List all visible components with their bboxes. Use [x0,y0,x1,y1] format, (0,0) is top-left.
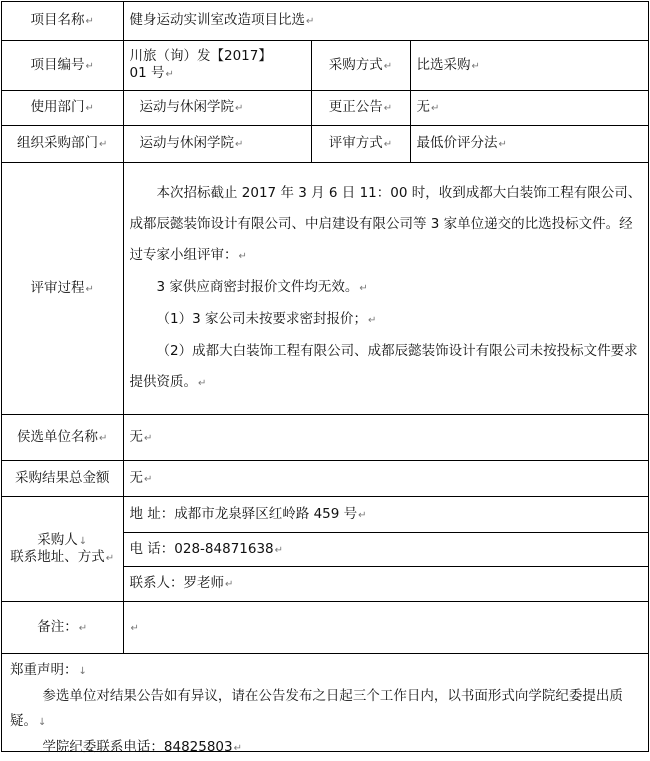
statement-block [2,654,648,761]
row-project-name [2,2,648,40]
project-no-label: 项目编号↵ [2,40,123,90]
review-method-label: 评审方式↵ [311,125,410,162]
candidate-label: 侯选单位名称↵ [2,414,123,460]
remark-value: ↵ [123,601,648,653]
project-name-label: 项目名称↵ [2,2,123,40]
buyer-contact: 联系人：罗老师↵ [123,566,648,601]
procurement-result-notice [1,1,649,755]
row-org-dept [2,125,648,162]
buyer-label: 采购人↓ 联系地址、方式↵ [2,496,123,601]
org-dept-value: 运动与休闲学院↵ [123,125,311,162]
total-amount-value: 无↵ [123,460,648,496]
review-method-value: 最低价评分法↵ [410,125,648,162]
method-value: 比选采购↵ [410,40,648,90]
statement-phone: 学院纪委联系电话：84825803↵ [42,738,242,755]
review-paragraph: 3 家供应商密封报价文件均无效。↵ [156,278,368,295]
statement-title: 郑重声明：↓ [10,661,87,678]
review-paragraph: （1）3 家公司未按要求密封报价；↵ [156,310,377,327]
row-candidate [2,414,648,460]
info-table [2,2,648,654]
review-process-content [123,162,648,414]
review-paragraph: （2）成都大白装饰工程有限公司、成都辰懿装饰设计有限公司未按投标文件要求提供资质。↵ [129,342,638,390]
notice-label: 更正公告↵ [311,90,410,125]
review-process-label: 评审过程↵ [2,162,123,414]
total-amount-label: 采购结果总金额 [2,460,123,496]
notice-value: 无↵ [410,90,648,125]
method-label: 采购方式↵ [311,40,410,90]
remark-label: 备注：↵ [2,601,123,653]
buyer-address: 地 址：成都市龙泉驿区红岭路 459 号↵ [123,496,648,532]
row-department [2,90,648,125]
row-review-process [2,162,648,414]
project-name-value: 健身运动实训室改造项目比选↵ [123,2,648,40]
org-dept-label: 组织采购部门↵ [2,125,123,162]
row-buyer-address [2,496,648,532]
buyer-phone: 电 话：028-84871638↵ [123,532,648,566]
project-no-value: 川旅（询）发【2017】 01 号↵ [123,40,311,90]
department-value: 运动与休闲学院↵ [123,90,311,125]
candidate-value: 无↵ [123,414,648,460]
row-project-no [2,40,648,90]
row-remark [2,601,648,653]
statement-body: 参选单位对结果公告如有异议，请在公告发布之日起三个工作日内，以书面形式向学院纪委提出质疑。↓ [10,687,623,729]
department-label: 使用部门↵ [2,90,123,125]
row-total-amount [2,460,648,496]
review-paragraph: 本次招标截止 2017 年 3 月 6 日 11：00 时，收到成都大白装饰工程有限公司、成都辰懿装饰设计有限公司、中启建设有限公司等 3 家单位递交的比选投标文件。经过专家小组评审：↵ [129,184,642,263]
